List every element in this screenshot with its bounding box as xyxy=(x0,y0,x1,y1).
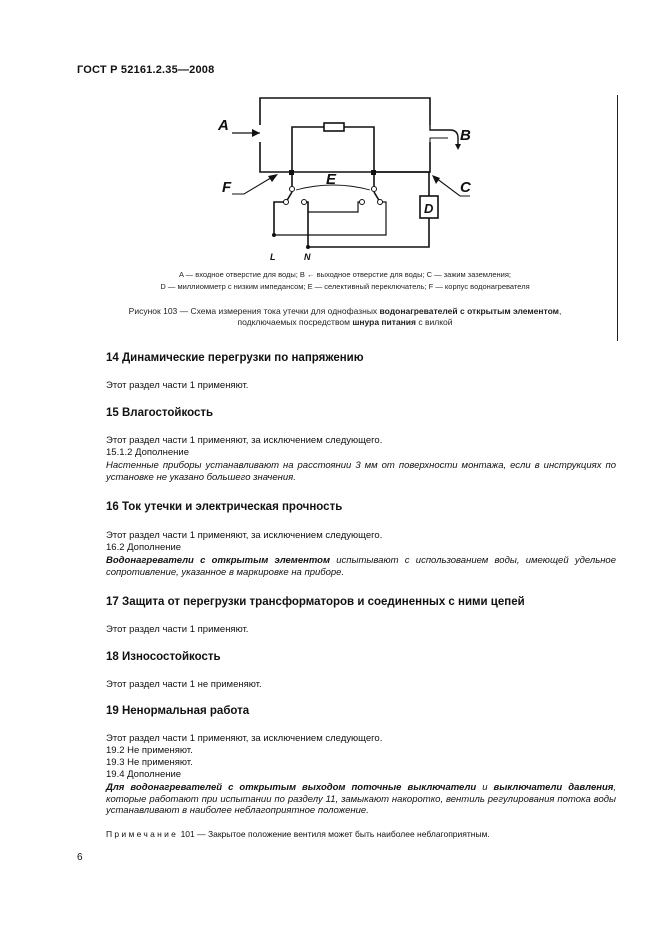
section-17-title: 17 Защита от перегрузки трансформаторов и соединенных с ними цепей xyxy=(106,596,525,608)
caption-text: Рисунок 103 — Схема измерения тока утечки для однофазных xyxy=(128,306,380,316)
section-18-title: 18 Износостойкость xyxy=(106,651,221,663)
figure-caption xyxy=(80,306,610,328)
legend-line-2: D — миллиомметр с низким импедансом; E — селективный переключатель; F — корпус водонагревателя xyxy=(160,282,530,291)
caption-comma: , xyxy=(558,306,562,316)
document-header: ГОСТ Р 52161.2.35—2008 xyxy=(77,64,215,76)
section-18-text: Этот раздел части 1 не применяют. xyxy=(106,679,262,690)
caption-text-2: подключаемых посредством xyxy=(237,317,353,327)
section-19-para xyxy=(106,782,616,817)
note-label: Примечание xyxy=(106,829,179,839)
section-19-item: 19.3 Не применяют. xyxy=(106,757,193,768)
section-19-item: 19.2 Не применяют. xyxy=(106,745,193,756)
section-15-sub: 15.1.2 Дополнение xyxy=(106,447,190,458)
section-16-title: 16 Ток утечки и электрическая прочность xyxy=(106,501,343,513)
label-E: E xyxy=(326,171,337,188)
label-C: C xyxy=(460,179,471,196)
para-text: и xyxy=(476,782,494,793)
section-14-text: Этот раздел части 1 применяют. xyxy=(106,380,249,391)
label-D: D xyxy=(424,201,434,216)
para-text: испытывают с использованием воды, имеющей удельное сопротивление, указанное в маркировке на приборе. xyxy=(106,555,616,578)
section-14-title: 14 Динамические перегрузки по напряжению xyxy=(106,352,364,364)
caption-bold-term: водонагревателей с открытым элементом xyxy=(379,306,559,316)
section-15-title: 15 Влагостойкость xyxy=(106,407,214,419)
section-15-text: Этот раздел части 1 применяют, за исключением следующего. xyxy=(106,435,383,446)
section-19-text: Этот раздел части 1 применяют, за исключением следующего. xyxy=(106,733,383,744)
label-L: L xyxy=(270,252,276,262)
label-F: F xyxy=(222,179,232,196)
section-17-text: Этот раздел части 1 применяют. xyxy=(106,624,249,635)
para-text: , которые работают при испытании по разделу 11, замыкают накоротко, вентиль регулирования потока воды устанавливают в наиболее неблагоприятное положение. xyxy=(106,782,616,816)
page-number: 6 xyxy=(77,852,83,863)
legend-line-1: A — входное отверстие для воды; B ← выходное отверстие для воды; C — зажим заземления; xyxy=(179,270,511,279)
label-A: A xyxy=(218,117,229,134)
label-B: B xyxy=(460,127,471,144)
bold-term: Для водонагревателей с открытым выходом поточные выключатели xyxy=(106,782,477,793)
circuit-diagram xyxy=(212,90,502,265)
margin-line xyxy=(617,95,618,341)
section-15-para: Настенные приборы устанавливают на расстоянии 3 мм от поверхности монтажа, если в инструкциях по установке не указано большего значения. xyxy=(106,460,616,483)
caption-text-3: с вилкой xyxy=(416,317,453,327)
note xyxy=(106,829,490,839)
section-19-item: 19.4 Дополнение xyxy=(106,769,182,780)
section-16-text: Этот раздел части 1 применяют, за исключением следующего. xyxy=(106,530,383,541)
note-text: 101 — Закрытое положение вентиля может быть наиболее неблагоприятным. xyxy=(178,829,490,839)
bold-term: Водонагреватели с открытым элементом xyxy=(106,555,330,566)
caption-bold-term-2: шнура питания xyxy=(352,317,416,327)
section-16-para xyxy=(106,555,616,578)
label-N: N xyxy=(304,252,311,262)
section-19-title: 19 Ненормальная работа xyxy=(106,705,250,717)
section-16-sub: 16.2 Дополнение xyxy=(106,542,182,553)
bold-term: выключатели давления xyxy=(493,782,614,793)
